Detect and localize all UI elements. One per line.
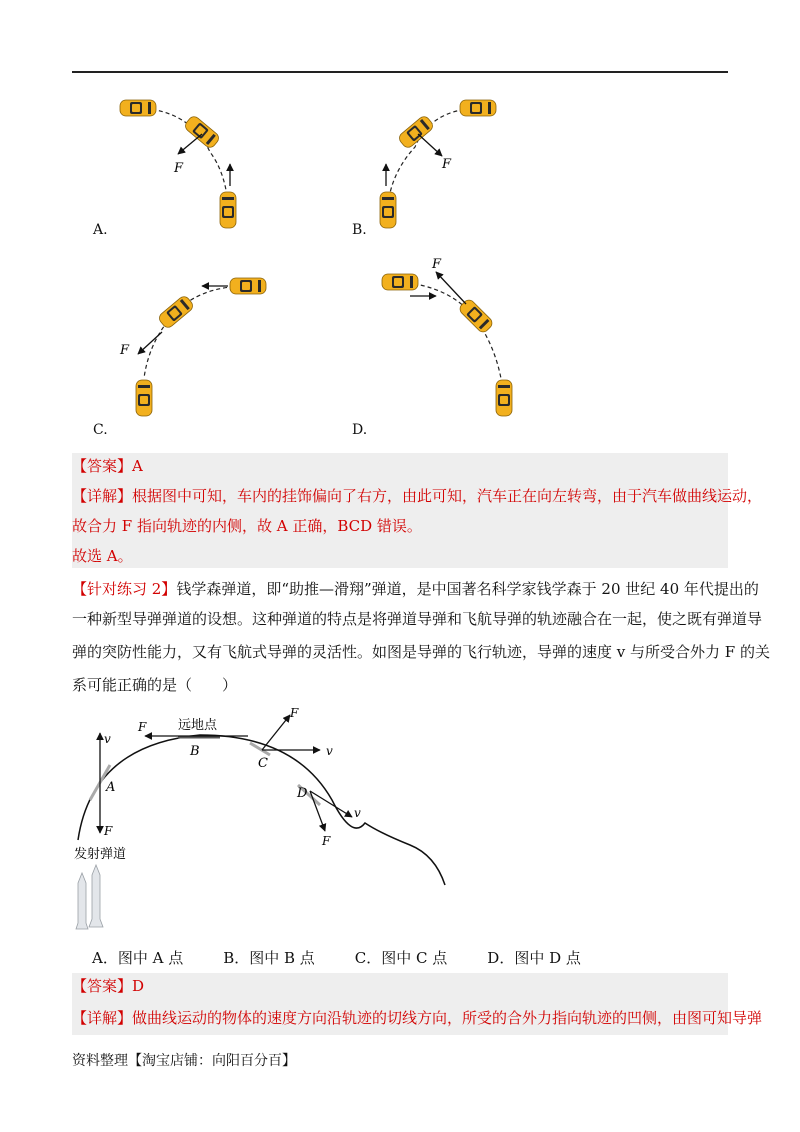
apogee-label: 远地点: [178, 718, 218, 733]
svg-text:F: F: [138, 720, 147, 734]
force-label: F: [174, 161, 184, 176]
detail-line-2: 故合力 F 指向轨迹的内侧，故 A 正确，BCD 错误。: [72, 517, 422, 535]
exercise-line-2: 一种新型导弹弹道的设想。这种弹道的特点是将弹道导弹和飞航导弹的轨迹融合在一起，使之既有弹道导: [72, 610, 763, 628]
car-icon: [120, 100, 156, 116]
point-d-label: D: [297, 786, 308, 801]
svg-text:F: F: [290, 706, 299, 720]
exercise-text: 钱学森弹道，即“助推—滑翔”弹道，是中国著名科学家钱学森于 20 世纪 40 年代提出的: [176, 580, 759, 598]
footer-text: 资料整理【淘宝店铺：向阳百分百】: [72, 1053, 296, 1069]
car-icon: [230, 278, 266, 294]
answer-line: [72, 456, 143, 476]
force-arrow: [178, 134, 202, 154]
car-icon: [496, 380, 512, 416]
svg-text:v: v: [354, 806, 361, 820]
car-icon: [380, 192, 396, 228]
car-icon: [157, 294, 195, 329]
answer-box-1: [72, 453, 728, 568]
car-icon: [220, 192, 236, 228]
choice-b[interactable]: B．图中 B 点: [223, 949, 315, 967]
detail2-tag: 【详解】: [72, 1009, 133, 1027]
car-icon: [136, 380, 152, 416]
svg-text:F: F: [104, 824, 113, 838]
car-diagram-c: [110, 268, 280, 428]
exercise-line-4: 系可能正确的是（ ）: [72, 676, 238, 694]
choice-c[interactable]: C．图中 C 点: [354, 949, 448, 967]
car-icon: [382, 274, 418, 290]
detail2-text: 做曲线运动的物体的速度方向沿轨迹的切线方向，所受的合外力指向轨迹的凹侧，由图可知导弹: [132, 1009, 763, 1027]
trajectory-diagram: [70, 705, 450, 935]
exercise-line-1: [72, 579, 759, 599]
detail2-line-1: [72, 1008, 762, 1028]
option-label-a: A.: [93, 222, 108, 238]
answer2-tag: 【答案】: [72, 977, 133, 995]
option-label-d: D.: [352, 422, 368, 438]
exercise-line-3: 弹的突防性能力，又有飞航式导弹的灵活性。如图是导弹的飞行轨迹，导弹的速度 v 与所受合外力 F 的关: [72, 643, 770, 661]
point-c-label: C: [258, 756, 268, 771]
svg-text:v: v: [326, 744, 333, 758]
answer-value: A: [132, 457, 143, 475]
car-icon: [458, 298, 495, 335]
missile-icon: [76, 865, 103, 929]
detail-line-3: 故选 A。: [72, 547, 133, 565]
point-b-label: B: [190, 744, 200, 759]
detail-tag: 【详解】: [72, 487, 133, 505]
car-icon: [460, 100, 496, 116]
answer2-line: [72, 976, 144, 996]
car-diagram-b: [370, 92, 520, 232]
point-a-label: A: [106, 780, 116, 795]
option-label-c: C.: [93, 422, 108, 438]
launch-label: 发射弹道: [74, 847, 127, 862]
svg-text:v: v: [104, 732, 111, 746]
force-label: F: [442, 157, 452, 172]
force-arrow: [138, 332, 162, 354]
answer-tag: 【答案】: [72, 457, 133, 475]
choice-a[interactable]: A．图中 A 点: [92, 949, 184, 967]
force-label: F: [120, 343, 130, 358]
car-diagram-a: [110, 92, 260, 232]
choice-d[interactable]: D．图中 D 点: [487, 949, 581, 967]
force-arrow: [436, 272, 466, 304]
force-arrow: [418, 134, 442, 156]
detail-line-1: [72, 486, 762, 506]
option-label-b: B.: [352, 222, 367, 238]
svg-text:F: F: [322, 834, 331, 848]
answer2-value: D: [132, 977, 145, 995]
car-diagram-d: [370, 252, 540, 427]
force-label: F: [432, 257, 442, 272]
exercise-tag: 【针对练习 2】: [72, 580, 177, 598]
header-rule: [72, 71, 728, 73]
choices-row: [92, 947, 621, 968]
detail-text: 根据图中可知，车内的挂饰偏向了右方，由此可知，汽车正在向左转弯，由于汽车做曲线运动，: [132, 487, 763, 505]
